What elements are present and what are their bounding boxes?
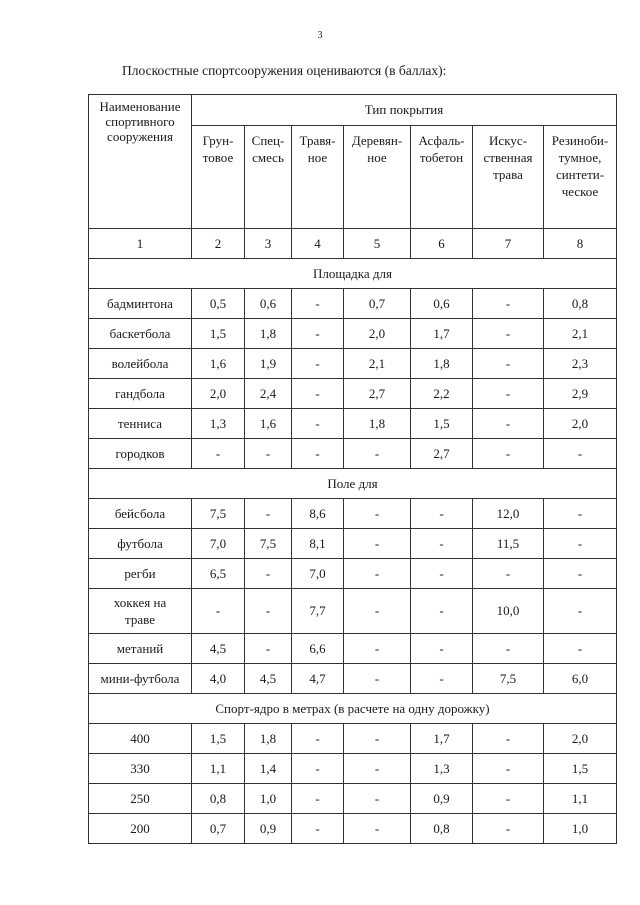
score-cell: 6,0 [544,664,617,694]
score-cell: - [473,814,544,844]
coverage-type-header-2: Грун- товое [192,126,245,229]
table-row [89,724,617,754]
group-row [89,259,617,289]
score-cell: - [292,379,344,409]
facility-name: волейбола [89,349,192,379]
score-cell: - [292,349,344,379]
score-cell: 0,8 [192,784,245,814]
score-cell: - [292,784,344,814]
score-cell: 8,6 [292,499,344,529]
score-cell: - [544,529,617,559]
score-cell: 7,0 [292,559,344,589]
score-cell: - [245,589,292,634]
score-cell: - [473,319,544,349]
score-cell: - [344,499,411,529]
score-cell: 2,7 [411,439,473,469]
score-cell: 0,8 [544,289,617,319]
column-number: 8 [544,229,617,259]
coverage-type-header-3: Спец- смесь [245,126,292,229]
score-cell: - [411,589,473,634]
score-cell: 12,0 [473,499,544,529]
score-cell: - [192,589,245,634]
facility-name: бейсбола [89,499,192,529]
facility-name: баскетбола [89,319,192,349]
facility-name: гандбола [89,379,192,409]
score-cell: - [292,289,344,319]
coverage-type-header-4: Травя- ное [292,126,344,229]
score-cell: 8,1 [292,529,344,559]
table-row [89,439,617,469]
score-cell: - [292,319,344,349]
score-cell: 1,3 [192,409,245,439]
facility-name: 200 [89,814,192,844]
score-cell: 11,5 [473,529,544,559]
score-cell: - [344,724,411,754]
table-row [89,289,617,319]
score-cell: - [411,559,473,589]
facility-name: тенниса [89,409,192,439]
name-column-header: Наименование спортивного сооружения [89,95,192,229]
score-cell: - [245,499,292,529]
column-number: 3 [245,229,292,259]
column-number: 1 [89,229,192,259]
table-row [89,814,617,844]
score-cell: 0,7 [344,289,411,319]
facility-name: регби [89,559,192,589]
score-cell: - [292,814,344,844]
score-cell: 2,1 [544,319,617,349]
score-cell: 7,0 [192,529,245,559]
score-cell: - [344,529,411,559]
score-cell: - [344,634,411,664]
facility-name: городков [89,439,192,469]
score-cell: 2,0 [544,724,617,754]
score-cell: 1,1 [544,784,617,814]
table-row [89,784,617,814]
score-cell: - [473,439,544,469]
score-cell: - [473,754,544,784]
score-cell: 2,4 [245,379,292,409]
group-title: Площадка для [89,259,617,289]
score-cell: - [344,589,411,634]
score-cell: 0,6 [411,289,473,319]
facility-name: бадминтона [89,289,192,319]
page-number: 3 [317,30,323,41]
coverage-type-header: Тип покрытия [192,95,617,126]
score-cell: 2,3 [544,349,617,379]
score-cell: - [292,754,344,784]
score-cell: - [411,634,473,664]
score-cell: 1,8 [344,409,411,439]
score-cell: 2,0 [344,319,411,349]
group-title: Поле для [89,469,617,499]
score-cell: - [544,499,617,529]
score-cell: 2,7 [344,379,411,409]
score-cell: - [245,439,292,469]
column-number: 2 [192,229,245,259]
coverage-type-header-5: Деревян- ное [344,126,411,229]
score-cell: 2,2 [411,379,473,409]
score-cell: - [344,439,411,469]
score-cell: 1,8 [411,349,473,379]
coverage-type-header-6: Асфаль- тобетон [411,126,473,229]
coverage-type-header-7: Искус- ственная трава [473,126,544,229]
score-cell: 2,0 [192,379,245,409]
scores-table [88,94,617,844]
score-cell: - [473,349,544,379]
score-cell: 2,1 [344,349,411,379]
score-cell: 6,5 [192,559,245,589]
facility-name: 330 [89,754,192,784]
score-cell: - [245,559,292,589]
score-cell: - [411,499,473,529]
coverage-type-header-8: Резиноби- тумное, синтети- ческое [544,126,617,229]
score-cell: 1,8 [245,319,292,349]
column-number: 6 [411,229,473,259]
facility-name: мини-футбола [89,664,192,694]
score-cell: 4,0 [192,664,245,694]
column-number-row [89,229,617,259]
table-row [89,664,617,694]
intro-text: Плоскостные спортсооружения оцениваются (в баллах): [122,63,447,78]
score-cell: - [473,784,544,814]
facility-name: футбола [89,529,192,559]
score-cell: 6,6 [292,634,344,664]
table-row [89,529,617,559]
score-cell: 1,5 [192,724,245,754]
score-cell: 7,5 [473,664,544,694]
score-cell: - [473,724,544,754]
group-row [89,469,617,499]
score-cell: 0,9 [411,784,473,814]
score-cell: 1,1 [192,754,245,784]
score-cell: 4,5 [245,664,292,694]
score-cell: - [292,439,344,469]
score-cell: - [473,379,544,409]
score-cell: 7,7 [292,589,344,634]
table-row [89,319,617,349]
score-cell: 1,7 [411,724,473,754]
score-cell: - [473,634,544,664]
score-cell: 2,0 [544,409,617,439]
group-title: Спорт-ядро в метрах (в расчете на одну дорожку) [89,694,617,724]
score-cell: 0,6 [245,289,292,319]
score-cell: 7,5 [192,499,245,529]
score-cell: 1,7 [411,319,473,349]
score-cell: 1,0 [544,814,617,844]
facility-name: 250 [89,784,192,814]
score-cell: 1,6 [245,409,292,439]
score-cell: - [473,559,544,589]
score-cell: 7,5 [245,529,292,559]
score-cell: 2,9 [544,379,617,409]
score-cell: 1,5 [544,754,617,784]
table-row [89,379,617,409]
facility-name: хоккея на траве [89,589,192,634]
table-row [89,559,617,589]
score-cell: 1,0 [245,784,292,814]
score-cell: - [292,409,344,439]
column-number: 4 [292,229,344,259]
score-cell: 10,0 [473,589,544,634]
score-cell: - [344,664,411,694]
score-cell: - [473,289,544,319]
score-cell: - [344,754,411,784]
score-cell: - [411,529,473,559]
table-row [89,499,617,529]
table-row [89,754,617,784]
score-cell: 1,5 [411,409,473,439]
score-cell: 1,5 [192,319,245,349]
score-cell: 1,9 [245,349,292,379]
column-number: 7 [473,229,544,259]
score-cell: - [344,784,411,814]
score-cell: 0,9 [245,814,292,844]
score-cell: 1,4 [245,754,292,784]
score-cell: 0,8 [411,814,473,844]
table-row [89,634,617,664]
score-cell: 4,7 [292,664,344,694]
facility-name: 400 [89,724,192,754]
table-row [89,589,617,634]
table-row [89,409,617,439]
score-cell: - [192,439,245,469]
score-cell: 4,5 [192,634,245,664]
score-cell: - [544,559,617,589]
column-number: 5 [344,229,411,259]
score-cell: - [544,439,617,469]
score-cell: - [292,724,344,754]
score-cell: - [245,634,292,664]
score-cell: 1,3 [411,754,473,784]
score-cell: 1,6 [192,349,245,379]
score-cell: - [473,409,544,439]
score-cell: - [544,634,617,664]
score-cell: - [344,559,411,589]
score-cell: - [411,664,473,694]
score-cell: 0,7 [192,814,245,844]
group-row [89,694,617,724]
score-cell: - [544,589,617,634]
score-cell: 1,8 [245,724,292,754]
table-row [89,349,617,379]
score-cell: - [344,814,411,844]
facility-name: метаний [89,634,192,664]
score-cell: 0,5 [192,289,245,319]
